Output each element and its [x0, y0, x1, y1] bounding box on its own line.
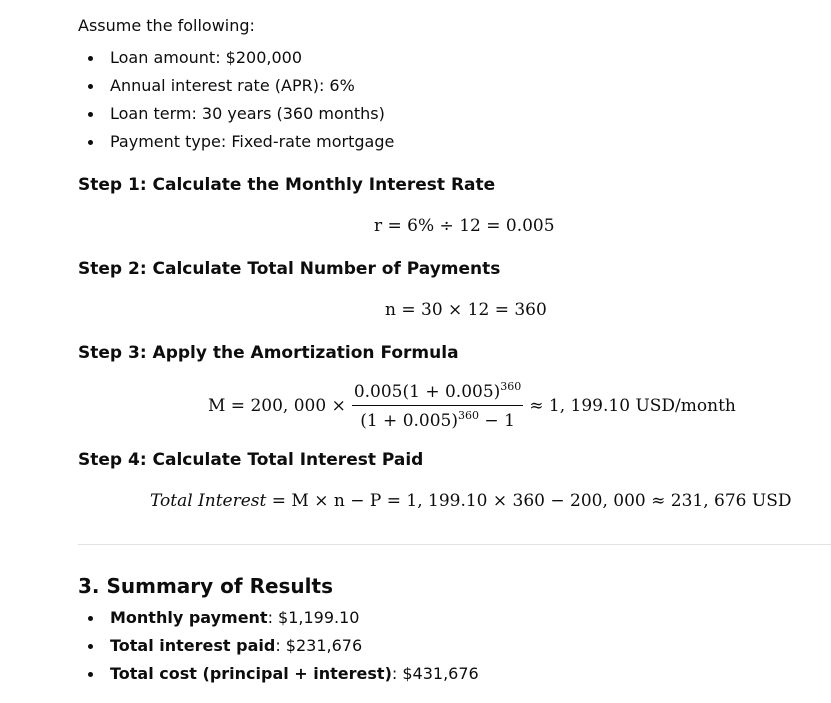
step-2-heading: Step 2: Calculate Total Number of Payments: [78, 259, 501, 279]
intro-text: Assume the following:: [78, 16, 255, 35]
step-1-heading: Step 1: Calculate the Monthly Interest Rate: [78, 175, 496, 195]
list-item: Payment type: Fixed-rate mortgage: [78, 128, 394, 156]
formula-rest: = M × n − P = 1, 199.10 × 360 − 200, 000 ≈ 231, 676 USD: [266, 491, 792, 511]
step-3-heading: Step 3: Apply the Amortization Formula: [78, 343, 459, 363]
step-4-heading: Step 4: Calculate Total Interest Paid: [78, 450, 424, 470]
fraction-numerator: $0.005(1 + 0.005)^{360}$: [352, 380, 523, 406]
formula-label: Total Interest: [150, 491, 267, 511]
summary-list: [78, 604, 479, 688]
list-item: Loan amount: $200,000: [78, 44, 394, 72]
list-item: Monthly payment: $1,199.10: [78, 604, 479, 632]
step-1-formula: r = 6% ÷ 12 = 0.005: [374, 216, 555, 236]
list-item: Total interest paid: $231,676: [78, 632, 479, 660]
formula-lhs: M = 200, 000 ×: [208, 395, 346, 416]
step-4-formula: [150, 491, 792, 511]
formula-rhs: ≈ 1, 199.10 USD/month: [529, 395, 736, 416]
section-divider: [78, 544, 831, 545]
summary-heading: 3. Summary of Results: [78, 574, 333, 598]
list-item: Loan term: 30 years (360 months): [78, 100, 394, 128]
assumptions-list: [78, 44, 394, 156]
list-item: Total cost (principal + interest): $431,676: [78, 660, 479, 688]
step-3-formula: [208, 380, 736, 431]
formula-fraction: [352, 380, 523, 431]
step-2-formula: n = 30 × 12 = 360: [385, 300, 547, 320]
list-item: Annual interest rate (APR): 6%: [78, 72, 394, 100]
fraction-denominator: $(1 + 0.005)^{360} - 1$: [360, 409, 515, 431]
